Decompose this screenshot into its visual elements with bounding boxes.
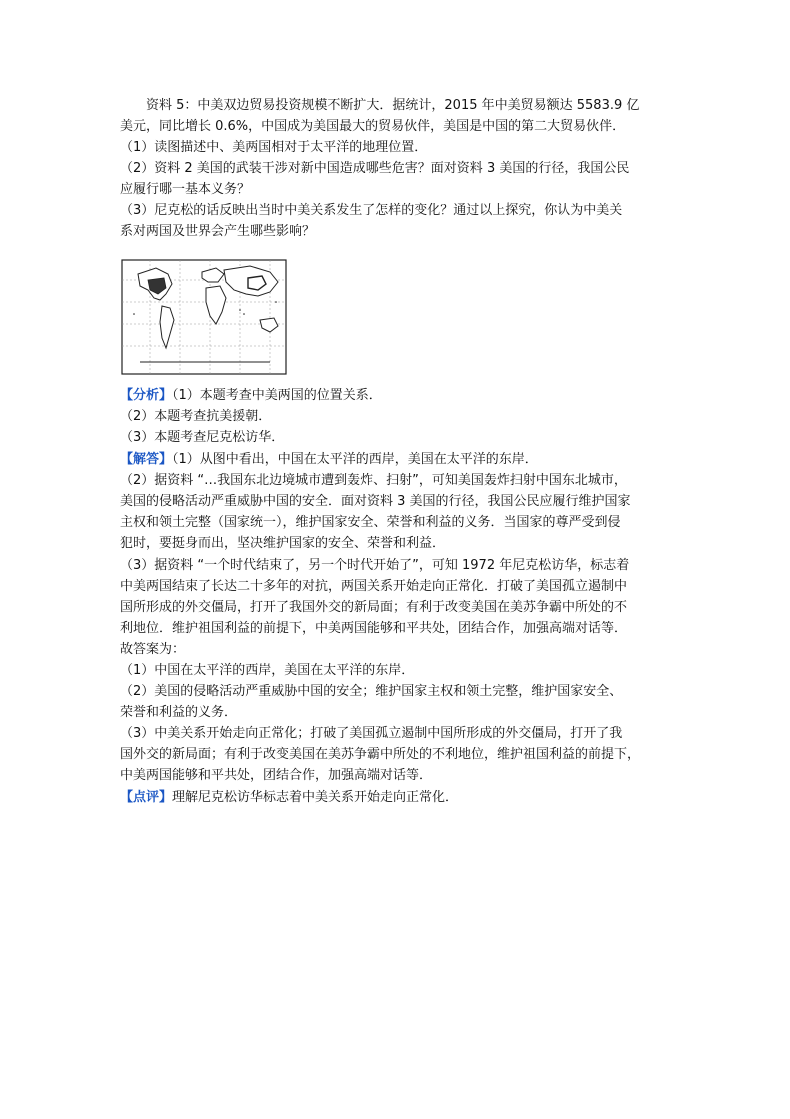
- question-3-line-1: （3）尼克松的话反映出当时中美关系发生了怎样的变化？通过以上探究，你认为中美关: [120, 203, 623, 218]
- question-3-line-2: 系对两国及世界会产生哪些影响？: [120, 224, 316, 239]
- comment-tag: 【点评】: [120, 790, 173, 805]
- answer-line-16: 中美两国能够和平共处，团结合作，加强高端对话等．: [120, 768, 433, 783]
- answer-line-15: 国外交的新局面；有利于改变美国在美苏争霸中所处的不利地位，维护祖国利益的前提下，: [120, 747, 641, 762]
- analysis-tag: 【分析】: [120, 388, 173, 403]
- answer-line-9: 利地位．维护祖国利益的前提下，中美两国能够和平共处，团结合作，加强高端对话等．: [120, 621, 628, 636]
- analysis-text: （1）本题考查中美两国的位置关系．: [172, 388, 382, 403]
- material-5-line-1: 资料 5：中美双边贸易投资规模不断扩大．据统计，2015 年中美贸易额达 5583.9 亿: [146, 98, 640, 113]
- answer-line-13: 荣誉和利益的义务．: [120, 705, 238, 720]
- world-map-icon: [120, 254, 290, 382]
- answer-text: （1）从图中看出，中国在太平洋的西岸，美国在太平洋的东岸．: [172, 452, 538, 467]
- question-2-line-2: 应履行哪一基本义务？: [120, 182, 251, 197]
- material-5-line-2: 美元，同比增长 0.6%，中国成为美国最大的贸易伙伴，美国是中国的第二大贸易伙伴．: [120, 119, 626, 134]
- analysis-line-3: （3）本题考查尼克松访华．: [120, 430, 285, 445]
- world-map-figure: [120, 254, 290, 382]
- analysis-line-2: （2）本题考查抗美援朝．: [120, 409, 272, 424]
- answer-line-10: 故答案为：: [120, 642, 186, 657]
- answer-line-11: （1）中国在太平洋的西岸，美国在太平洋的东岸．: [120, 663, 415, 678]
- answer-tag: 【解答】: [120, 452, 173, 467]
- answer-line-3: 美国的侵略活动严重威胁中国的安全．面对资料 3 美国的行径，我国公民应履行维护国家: [120, 494, 631, 509]
- comment-text: 理解尼克松访华标志着中美关系开始走向正常化．: [172, 790, 459, 805]
- answer-line-6: （3）据资料 “一个时代结束了，另一个时代开始了”，可知 1972 年尼克松访华，标志着: [120, 558, 630, 573]
- answer-line-8: 国所形成的外交僵局，打开了我国外交的新局面；有利于改变美国在美苏争霸中所处的不: [120, 600, 628, 615]
- answer-line-4: 主权和领土完整（国家统一），维护国家安全、荣誉和利益的义务．当国家的尊严受到侵: [120, 515, 621, 530]
- answer-line-7: 中美两国结束了长达二十多年的对抗，两国关系开始走向正常化．打破了美国孤立遏制中: [120, 579, 628, 594]
- answer-line-14: （3）中美关系开始走向正常化；打破了美国孤立遏制中国所形成的外交僵局，打开了我: [120, 726, 623, 741]
- comment-line: [120, 788, 458, 808]
- answer-line-5: 犯时，要挺身而出，坚决维护国家的安全、荣誉和利益．: [120, 536, 446, 551]
- analysis-line-1: [120, 386, 382, 406]
- question-2-line-1: （2）资料 2 美国的武装干涉对新中国造成哪些危害？面对资料 3 美国的行径，我国公民: [120, 161, 630, 176]
- question-1: （1）读图描述中、美两国相对于太平洋的地理位置．: [120, 140, 428, 155]
- answer-line-2: （2）据资料 “…我国东北边境城市遭到轰炸、扫射”，可知美国轰炸扫射中国东北城市，: [120, 473, 627, 488]
- answer-line-1: [120, 450, 538, 470]
- answer-line-12: （2）美国的侵略活动严重威胁中国的安全；维护国家主权和领土完整，维护国家安全、: [120, 684, 623, 699]
